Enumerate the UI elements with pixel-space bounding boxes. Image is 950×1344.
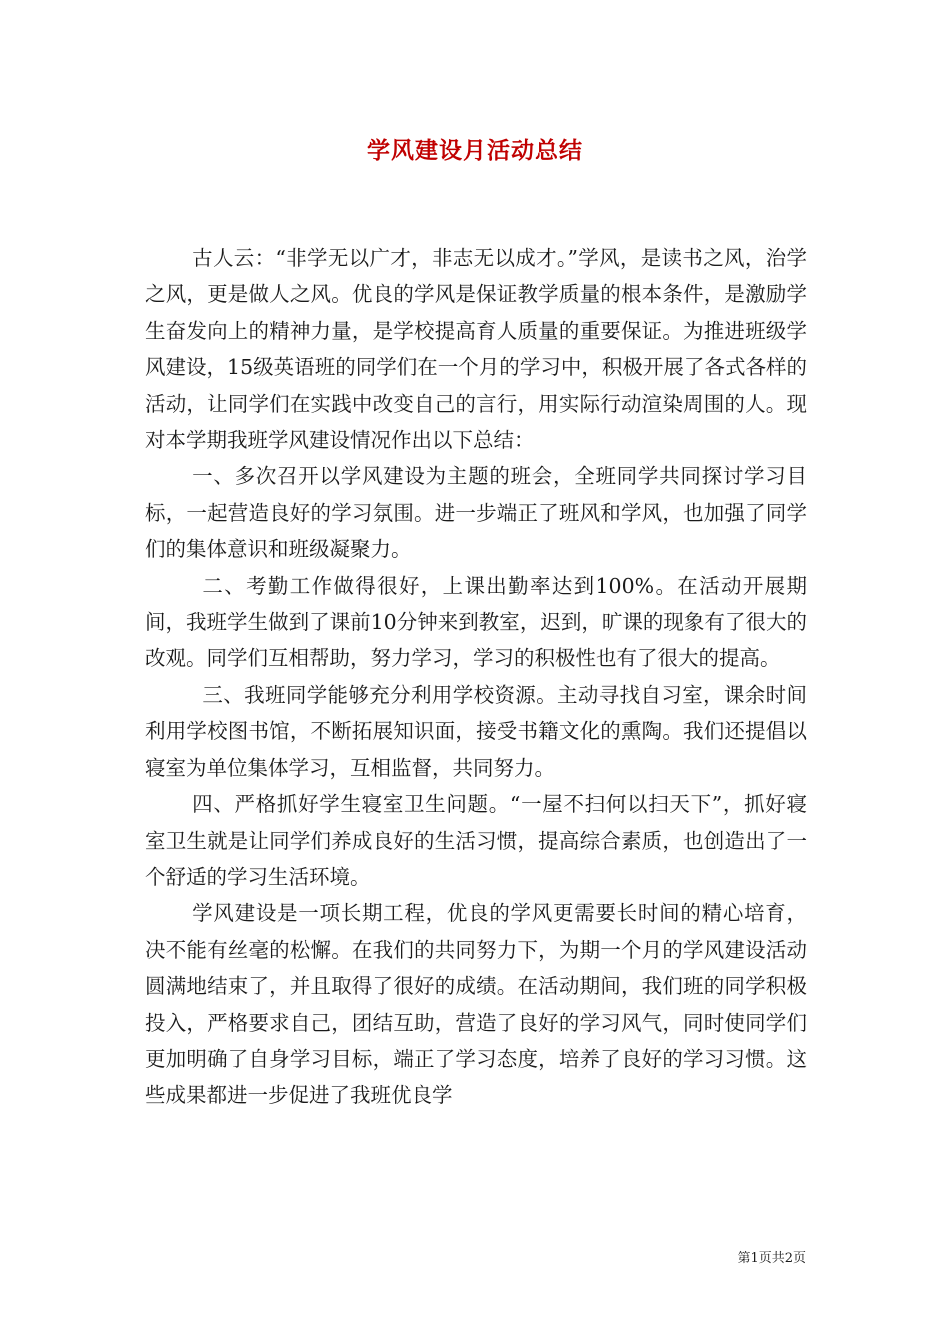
paragraph-conclusion: 学风建设是一项长期工程，优良的学风更需要长时间的精心培育，决不能有丝毫的松懈。在我们的共同努力下，为期一个月的学风建设活动圆满地结束了，并且取得了很好的成绩。在活动期间，我们班的同学积极投入，严格要求自己，团结互助，营造了良好的学习风气，同时使同学们更加明确了自身学习目标，端正了学习态度，培养了良好的学习习惯。这些成果都进一步促进了我班优良学 xyxy=(145,901,807,1108)
paragraph-point-1: 一、多次召开以学风建设为主题的班会，全班同学共同探讨学习目标，一起营造良好的学习氛围。进一步端正了班风和学风，也加强了同学们的集体意识和班级凝聚力。 xyxy=(145,464,807,562)
paragraph-point-2: 二、考勤工作做得很好，上课出勤率达到100%。在活动开展期间，我班学生做到了课前10分钟来到教室，迟到，旷课的现象有了很大的改观。同学们互相帮助，努力学习，学习的积极性也有了很大的提高。 xyxy=(145,573,807,671)
paragraph-point-3: 三、我班同学能够充分利用学校资源。主动寻找自习室，课余时间利用学校图书馆，不断拓展知识面，接受书籍文化的熏陶。我们还提倡以寝室为单位集体学习，互相监督，共同努力。 xyxy=(145,682,807,780)
page-number: 第1页共2页 xyxy=(737,1251,806,1266)
document-body xyxy=(145,240,807,1114)
paragraph-intro: 古人云：“非学无以广才，非志无以成才。”学风，是读书之风，治学之风，更是做人之风。优良的学风是保证教学质量的根本条件，是激励学生奋发向上的精神力量，是学校提高育人质量的重要保证。为推进班级学风建设，15级英语班的同学们在一个月的学习中，积极开展了各式各样的活动，让同学们在实践中改变自己的言行，用实际行动渲染周围的人。现对本学期我班学风建设情况作出以下总结： xyxy=(145,246,807,453)
paragraph-point-4: 四、严格抓好学生寝室卫生问题。“一屋不扫何以扫天下”，抓好寝室卫生就是让同学们养成良好的生活习惯，提高综合素质，也创造出了一个舒适的学习生活环境。 xyxy=(145,792,807,889)
document-title: 学风建设月活动总结 xyxy=(367,137,583,164)
